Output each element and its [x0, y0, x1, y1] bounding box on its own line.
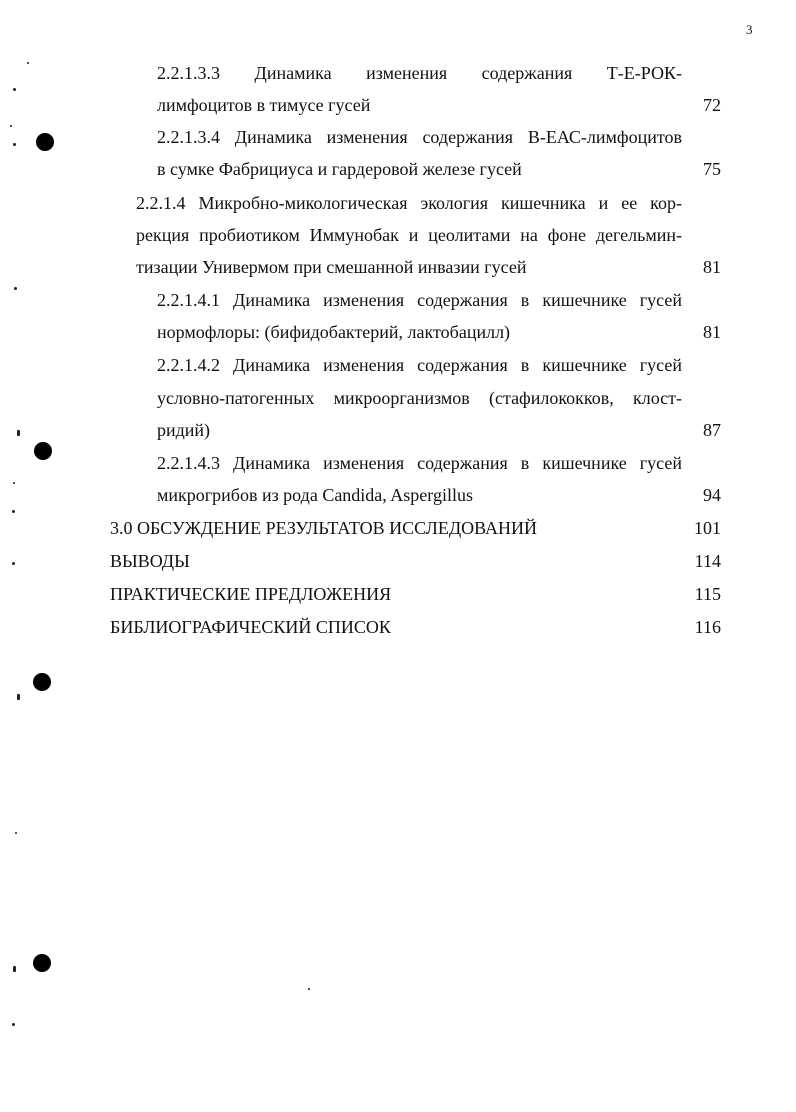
toc-entry-line: 2.2.1.4.2 Динамика изменения содержания в кишечнике гусей — [157, 355, 682, 375]
toc-entry-line: рекция пробиотиком Иммунобак и цеолитами на фоне дегельмин- — [136, 225, 682, 245]
toc-page-number: 114 — [694, 551, 721, 571]
scan-speck — [12, 562, 15, 565]
page-number: 3 — [746, 22, 753, 37]
toc-entry-line: в сумке Фабрициуса и гардеровой железе гусей — [157, 159, 522, 179]
scan-speck — [14, 287, 17, 290]
toc-entry-line: 2.2.1.4 Микробно-микологическая экология кишечника и ее кор- — [136, 193, 682, 213]
toc-entry-line: тизации Универмом при смешанной инвазии гусей — [136, 257, 527, 277]
scan-speck — [13, 966, 16, 972]
scan-speck — [17, 430, 20, 436]
punch-hole — [33, 954, 51, 972]
toc-page-number: 81 — [703, 322, 721, 342]
toc-entry-line: условно-патогенных микроорганизмов (стафилококков, клост- — [157, 388, 682, 408]
scan-speck — [13, 482, 15, 484]
toc-entry-line: микрогрибов из рода Candida, Aspergillus — [157, 485, 473, 505]
toc-entry-line: нормофлоры: (бифидобактерий, лактобацилл) — [157, 322, 511, 342]
scan-speck — [10, 125, 12, 127]
scan-speck — [12, 510, 15, 513]
scan-speck — [308, 988, 310, 990]
scan-speck — [27, 62, 29, 64]
punch-hole — [34, 442, 52, 460]
toc-page-number: 81 — [703, 257, 721, 277]
toc-entry-line: ВЫВОДЫ — [110, 551, 190, 571]
scan-speck — [17, 694, 20, 700]
scan-speck — [15, 832, 17, 834]
toc-entry-line: ПРАКТИЧЕСКИЕ ПРЕДЛОЖЕНИЯ — [110, 584, 392, 604]
toc-entry-line: 2.2.1.3.4 Динамика изменения содержания В-ЕАС-лимфоцитов — [157, 127, 682, 147]
toc-entry-line: ридий) — [157, 420, 211, 440]
toc-page-number: 115 — [694, 584, 721, 604]
toc-entry-line: 2.2.1.4.3 Динамика изменения содержания в кишечнике гусей — [157, 453, 682, 473]
toc-page-number: 101 — [694, 518, 721, 538]
scan-speck — [13, 143, 16, 146]
toc-page-number: 94 — [703, 485, 721, 505]
toc-page-number: 87 — [703, 420, 721, 440]
toc-page-number: 116 — [694, 617, 721, 637]
toc-page-number: 75 — [703, 159, 721, 179]
toc-entry-line: лимфоцитов в тимусе гусей — [157, 95, 371, 115]
toc-entry-line: БИБЛИОГРАФИЧЕСКИЙ СПИСОК — [110, 617, 391, 637]
toc-entry-line: 3.0 ОБСУЖДЕНИЕ РЕЗУЛЬТАТОВ ИССЛЕДОВАНИЙ — [110, 518, 538, 538]
toc-entry-line: 2.2.1.4.1 Динамика изменения содержания в кишечнике гусей — [157, 290, 682, 310]
toc-entry-line: 2.2.1.3.3 Динамика изменения содержания Т-Е-РОК- — [157, 63, 682, 83]
scan-speck — [13, 88, 16, 91]
scan-speck — [12, 1023, 15, 1026]
punch-hole — [33, 673, 51, 691]
toc-page-number: 72 — [703, 95, 721, 115]
punch-hole — [36, 133, 54, 151]
